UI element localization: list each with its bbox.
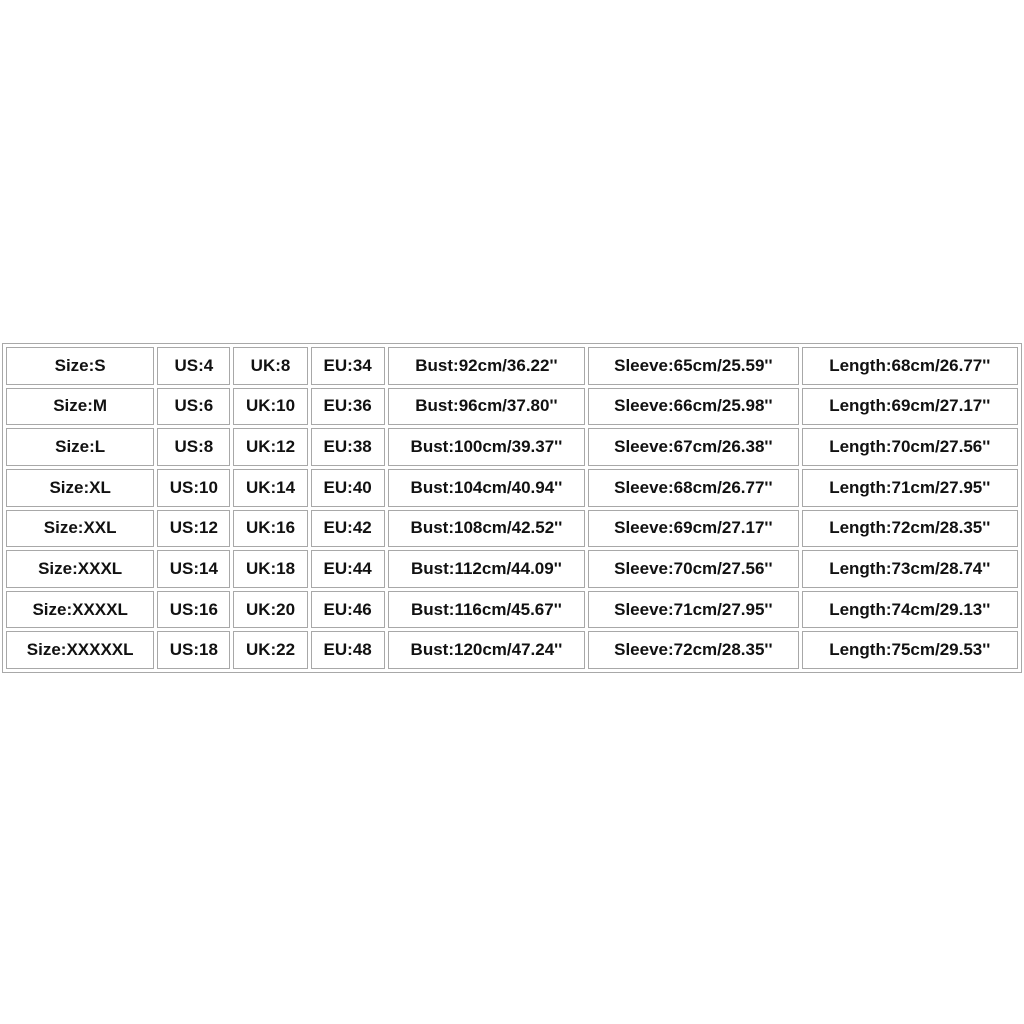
- eu-size-cell: EU:36: [311, 388, 385, 426]
- uk-size-cell: UK:12: [233, 428, 307, 466]
- table-row: [6, 469, 1018, 507]
- eu-size-cell: EU:40: [311, 469, 385, 507]
- table-row: [6, 550, 1018, 588]
- eu-size-cell: EU:34: [311, 347, 385, 385]
- size-cell: Size:L: [6, 428, 154, 466]
- bust-cell: Bust:96cm/37.80'': [388, 388, 585, 426]
- eu-size-cell: EU:38: [311, 428, 385, 466]
- size-chart-body: [6, 347, 1018, 669]
- length-cell: Length:73cm/28.74'': [802, 550, 1018, 588]
- size-cell: Size:XL: [6, 469, 154, 507]
- sleeve-cell: Sleeve:69cm/27.17'': [588, 510, 798, 548]
- length-cell: Length:69cm/27.17'': [802, 388, 1018, 426]
- size-chart-table: [2, 343, 1022, 673]
- size-cell: Size:XXXXXL: [6, 631, 154, 669]
- size-cell: Size:S: [6, 347, 154, 385]
- eu-size-cell: EU:44: [311, 550, 385, 588]
- length-cell: Length:75cm/29.53'': [802, 631, 1018, 669]
- us-size-cell: US:12: [157, 510, 230, 548]
- uk-size-cell: UK:16: [233, 510, 307, 548]
- sleeve-cell: Sleeve:65cm/25.59'': [588, 347, 798, 385]
- size-cell: Size:XXXXL: [6, 591, 154, 629]
- sleeve-cell: Sleeve:70cm/27.56'': [588, 550, 798, 588]
- table-row: [6, 388, 1018, 426]
- eu-size-cell: EU:48: [311, 631, 385, 669]
- length-cell: Length:74cm/29.13'': [802, 591, 1018, 629]
- us-size-cell: US:14: [157, 550, 230, 588]
- table-row: [6, 591, 1018, 629]
- length-cell: Length:70cm/27.56'': [802, 428, 1018, 466]
- uk-size-cell: UK:14: [233, 469, 307, 507]
- sleeve-cell: Sleeve:67cm/26.38'': [588, 428, 798, 466]
- uk-size-cell: UK:10: [233, 388, 307, 426]
- table-row: [6, 428, 1018, 466]
- us-size-cell: US:6: [157, 388, 230, 426]
- size-cell: Size:XXXL: [6, 550, 154, 588]
- bust-cell: Bust:92cm/36.22'': [388, 347, 585, 385]
- us-size-cell: US:8: [157, 428, 230, 466]
- us-size-cell: US:18: [157, 631, 230, 669]
- uk-size-cell: UK:8: [233, 347, 307, 385]
- sleeve-cell: Sleeve:71cm/27.95'': [588, 591, 798, 629]
- bust-cell: Bust:112cm/44.09'': [388, 550, 585, 588]
- sleeve-cell: Sleeve:72cm/28.35'': [588, 631, 798, 669]
- table-row: [6, 631, 1018, 669]
- size-cell: Size:XXL: [6, 510, 154, 548]
- sleeve-cell: Sleeve:68cm/26.77'': [588, 469, 798, 507]
- length-cell: Length:72cm/28.35'': [802, 510, 1018, 548]
- uk-size-cell: UK:22: [233, 631, 307, 669]
- bust-cell: Bust:104cm/40.94'': [388, 469, 585, 507]
- us-size-cell: US:16: [157, 591, 230, 629]
- length-cell: Length:71cm/27.95'': [802, 469, 1018, 507]
- bust-cell: Bust:100cm/39.37'': [388, 428, 585, 466]
- size-cell: Size:M: [6, 388, 154, 426]
- sleeve-cell: Sleeve:66cm/25.98'': [588, 388, 798, 426]
- table-row: [6, 347, 1018, 385]
- eu-size-cell: EU:46: [311, 591, 385, 629]
- us-size-cell: US:10: [157, 469, 230, 507]
- us-size-cell: US:4: [157, 347, 230, 385]
- bust-cell: Bust:116cm/45.67'': [388, 591, 585, 629]
- length-cell: Length:68cm/26.77'': [802, 347, 1018, 385]
- uk-size-cell: UK:18: [233, 550, 307, 588]
- eu-size-cell: EU:42: [311, 510, 385, 548]
- bust-cell: Bust:108cm/42.52'': [388, 510, 585, 548]
- bust-cell: Bust:120cm/47.24'': [388, 631, 585, 669]
- table-row: [6, 510, 1018, 548]
- uk-size-cell: UK:20: [233, 591, 307, 629]
